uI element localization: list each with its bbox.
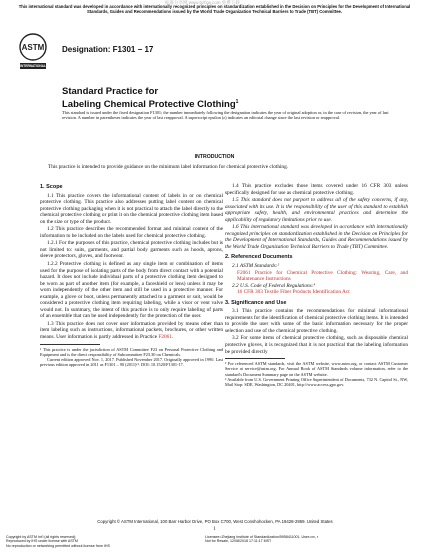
paragraph-1-6: 1.6 This international standard was developed in accordance with internationally recognized principles on standardization established in the Decision on Principles for the Development of International Standards, Guides and Recommendations issued by the World Trade Organization Technical Barriers to Trade (TBT) Committee. xyxy=(225,224,408,250)
title-main: Labeling Chemical Protective Clothing xyxy=(62,99,236,111)
ref-16-cfr-303[interactable]: 16 CFR 303 Textile Fiber Products Identification Act xyxy=(237,289,350,296)
logo-text: INTERNATIONAL xyxy=(20,64,46,68)
section-2-heading: 2. Referenced Documents xyxy=(225,254,293,261)
header-notice: This international standard was developed in accordance with internationally recognized principles on standardization established in the Decision on Principles for the Development of International Standards, Guides and Recommendations issued by the World Trade Organization Technical Barriers to Trade (TBT) Committee. xyxy=(18,4,411,15)
standard-issue-note: This standard is issued under the fixed designation F1301; the number immediately following the designation indicates the year of original adoption or, in the case of revision, the year of last revision. A number in parentheses indicates the year of last reapproval. A superscript epsilon (ε) indicates an editorial change since the last revision or reapproval. xyxy=(62,110,389,121)
paragraph-1-3-end: . xyxy=(171,334,174,341)
paragraph-1-3 xyxy=(40,321,223,341)
footnote-divider xyxy=(40,344,100,345)
paragraph-1-2-2: 1.2.2 Protective clothing is defined as any single item or combination of items used for the purpose of isolating parts of the body from direct contact with a potential hazard. It does not include individual parts of a protective clothing item designed to be worn as part of another item (for example, a faceshield or lens) unless it may be worn independently of the other item and still be used in a protective manner. For example, a glove or boot, unless permanently attached to a garment or suit, would be considered a protective clothing item requiring labeling, while a visor or vent valve would not. In summary, the intent of this practice is to only require labeling of parts of an ensemble that can be used independently for the protection of the user. xyxy=(40,261,223,320)
title-line-1: Standard Practice for xyxy=(62,86,159,97)
footnote-3: ³ Available from U.S. Government Printing Office Superintendent of Documents, 732 N. Capitol St., NW, Mail Stop: SDE, Washington, DC 20401, http://www.access.gpo.gov. xyxy=(225,377,408,388)
ref-f2061[interactable]: F2061 Practice for Chemical Protective Clothing: Wearing, Care, and Maintenance Instructions xyxy=(237,269,408,283)
section-3-heading: 3. Significance and Use xyxy=(225,299,287,306)
watermark: 标准分享网 www.bzfxw.com 免费下载 xyxy=(165,0,240,5)
paragraph-1-4: 1.4 This practice excludes those items covered under 16 CFR 303 unless specifically designed for use as chemical protective clothing. xyxy=(225,183,408,196)
footnote-divider-right xyxy=(225,358,285,359)
paragraph-1-5: 1.5 This standard does not purport to address all of the safety concerns, if any, associated with its use. It is the responsibility of the user of this standard to establish appropriate safety, health, and environmental practices and determine the applicability of regulatory limitations prior to use. xyxy=(225,197,408,223)
paragraph-3-1: 3.1 This practice contains the recommendations for minimal informational requirements for the identification of chemical protective clothing items. It is intended to provide the user with some of the basic information necessary for the proper selection and use of the chemical protective clothing. xyxy=(225,308,408,334)
footnote-edition: Current edition approved Nov. 1, 2017. Published November 2017. Originally approved in 1990. Last previous edition approved in 2011 as F1301 – 90 (2011)ᵉ¹. DOI: 10.1520/F1301-17. xyxy=(40,357,223,368)
section-1-heading: 1. Scope xyxy=(40,184,63,190)
license-left: Copyright by ASTM Int'l (all rights reserved); Reproduced by IHS under license with ASTM No reproduction or networking permitted without license from IHS xyxy=(6,535,110,548)
copyright-footer: Copyright © ASTM International, 100 Barr Harbor Drive, PO Box C700, West Conshohocken, PA 19428-2959. United States xyxy=(97,519,333,524)
astm-logo xyxy=(18,32,48,76)
ref-2-1: 2.1 ASTM Standards:² xyxy=(232,263,280,270)
title-line-2 xyxy=(62,97,238,110)
paragraph-1-3-text: 1.3 This practice does not cover user information provided by means other than item labeling such as instructions, informational packets, brochures, or other written means. User information is partly addressed in Practice xyxy=(40,320,223,341)
svg-text:ASTM: ASTM xyxy=(21,43,45,52)
right-column xyxy=(225,183,408,388)
ref-2-2: 2.2 U.S. Code of Federal Regulations:³ xyxy=(232,282,316,289)
left-column xyxy=(40,180,223,368)
title-footnote-mark: 1 xyxy=(235,99,239,105)
designation: Designation: F1301 − 17 xyxy=(62,45,154,54)
page-number: 1 xyxy=(213,527,216,532)
paragraph-1-2-1: 1.2.1 For the purposes of this practice, chemical protective clothing includes but is not limited to: suits, garments, and partial body garments such as hoods, aprons, sleeve protectors, gloves, and footwear. xyxy=(40,240,223,260)
document-title xyxy=(62,86,238,110)
footnote-1: ¹ This practice is under the jurisdiction of ASTM Committee F23 on Personal Protective Clothing and Equipment and is the direct responsibility of Subcommittee F23.30 on Chemicals. xyxy=(40,346,223,357)
f2061-link[interactable]: F2061 xyxy=(158,334,172,341)
paragraph-1-2: 1.2 This practice describes the recommended format and minimal content of the information to be included on the labels used for chemical protective clothing. xyxy=(40,226,223,239)
footnote-2: ² For referenced ASTM standards, visit the ASTM website, www.astm.org, or contact ASTM Customer Service at service@astm.org. For Annual Book of ASTM Standards volume information, refer to the standard's Document Summary page on the ASTM website. xyxy=(225,361,408,377)
paragraph-3-2: 3.2 For some items of chemical protective clothing, such as disposable chemical protective gloves, it is recognized that it is not practical that the labeling information be provided directly xyxy=(225,335,408,355)
introduction-text: This practice is intended to provide guidance on the minimum label information for chemical protective clothing. xyxy=(48,164,289,170)
license-right: Licensee=Zhejiang Institute of Standardization/5958411001, User=xx, r Not for Resale, 12/08/2018 17:11:17 MST xyxy=(205,535,319,544)
paragraph-1-1: 1.1 This practice covers the informational content of labels in or on chemical protective clothing. This practice also addresses putting label content on chemical protective clothing packaging when it is not practical to attach the label directly to the chemical protective clothing or print it on the chemical protective clothing item based on the size or type of the product. xyxy=(40,192,223,225)
introduction-heading: INTRODUCTION xyxy=(194,154,235,160)
